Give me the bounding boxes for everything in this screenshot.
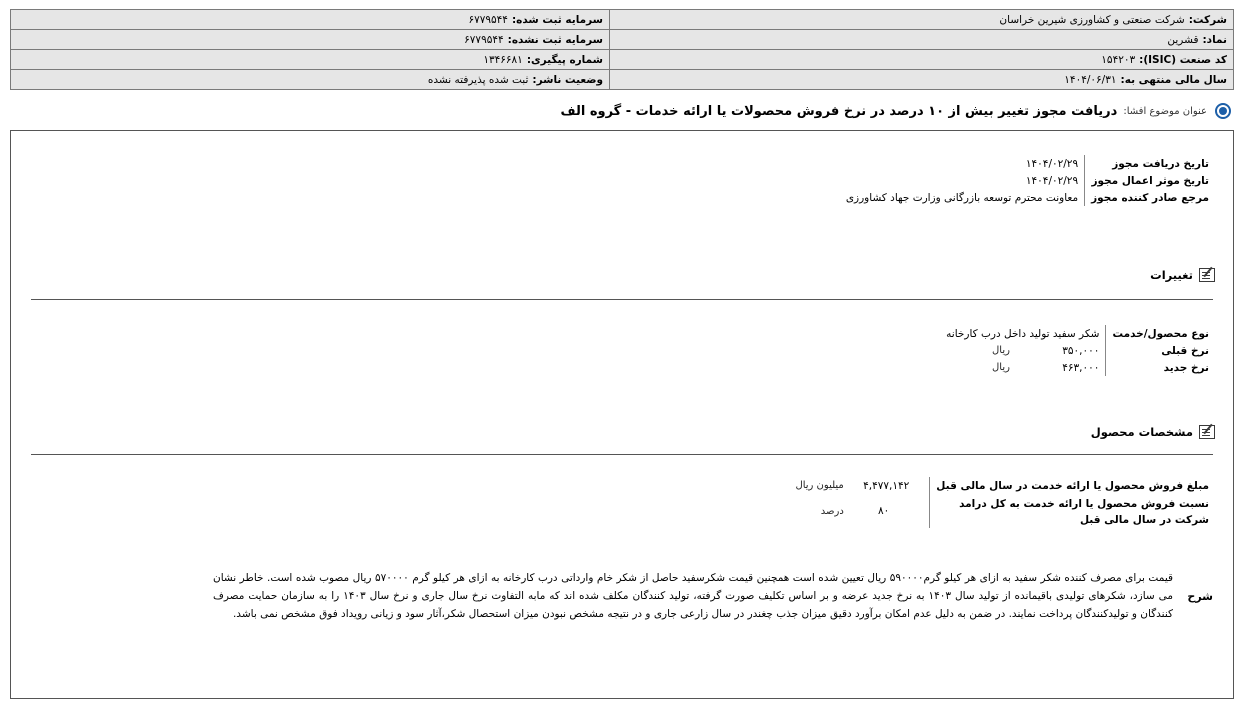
changes-info bbox=[940, 325, 1215, 376]
company-info-table bbox=[10, 9, 1234, 90]
isic-cell bbox=[610, 50, 1234, 70]
sales-label: مبلغ فروش محصول یا ارائه خدمت در سال مالی قبل bbox=[930, 477, 1215, 494]
company-value: شرکت صنعتی و کشاورزی شیرین خراسان bbox=[999, 13, 1185, 26]
company-cell bbox=[610, 10, 1234, 30]
tracking-cell bbox=[11, 50, 610, 70]
ratio-label: نسبت فروش محصول یا ارائه خدمت به کل درامد شرکت در سال مالی قبل bbox=[930, 494, 1215, 528]
tracking-value: ۱۳۴۶۶۸۱ bbox=[483, 53, 523, 66]
previous-rate-label: نرخ قبلی bbox=[1106, 342, 1215, 359]
symbol-value: قشرین bbox=[1167, 33, 1199, 46]
effective-date-value: ۱۴۰۴/۰۲/۲۹ bbox=[1025, 174, 1079, 187]
publisher-status-label: وضعیت ناشر: bbox=[532, 73, 603, 86]
new-rate-value: ۴۶۳,۰۰۰ bbox=[1062, 361, 1100, 374]
unregistered-capital-cell bbox=[11, 30, 610, 50]
disclosure-body bbox=[10, 130, 1234, 699]
product-title: مشخصات محصول bbox=[1090, 425, 1193, 439]
fiscal-year-cell bbox=[610, 70, 1234, 90]
ratio-unit: درصد bbox=[820, 505, 844, 517]
issuer-label: مرجع صادر کننده مجوز bbox=[1085, 189, 1215, 206]
sales-unit: میلیون ریال bbox=[795, 480, 844, 491]
changes-divider bbox=[31, 299, 1213, 300]
new-rate-label: نرخ جدید bbox=[1106, 359, 1215, 376]
symbol-cell bbox=[610, 30, 1234, 50]
symbol-label: نماد: bbox=[1202, 33, 1227, 46]
product-info bbox=[789, 477, 1215, 528]
effective-date-label: تاریخ موثر اعمال مجوز bbox=[1085, 172, 1215, 189]
license-info bbox=[840, 155, 1215, 206]
publisher-status-cell bbox=[11, 70, 610, 90]
registered-capital-value: ۶۷۷۹۵۴۴ bbox=[468, 13, 508, 26]
description-block bbox=[213, 569, 1213, 623]
previous-rate-unit: ریال bbox=[992, 345, 1010, 356]
description-text: قیمت برای مصرف کننده شکر سفید به ازای هر کیلو گرم۵۹۰۰۰۰ ریال تعیین شده است همچنین قیمت شکرسفید حاصل از شکر خام وارداتی درب کارخانه به ازای هر کیلو گرم ۵۷۰۰۰۰ ریال مصوب شده است. خاطر نشان می سازد، شکرهای تولیدی باقیمانده از تولید سال ۱۴۰۳ به نرخ جدید عرضه و بر اساس تکلیف صورت گرفته، تولید کنندگان مکلف شده اند که مابه التفاوت نرخ سال جاری و نرخ سال ۱۴۰۳ را به سازمان حمایت مصرف کنندگان و تولیدکنندگان پرداخت نمایند. در ضمن به دلیل عدم امکان برآورد دقیق میزان جذب چغندر در سال زارعی جاری و در نتیجه مشخص نبودن میزان استحصال شکر،آثار سود و زیانی رویداد فوق مشخص نمی باشد. bbox=[213, 572, 1174, 620]
changes-title: تغییرات bbox=[1150, 268, 1193, 282]
registered-capital-cell bbox=[11, 10, 610, 30]
registered-capital-label: سرمایه ثبت شده: bbox=[511, 13, 603, 26]
target-circle-icon bbox=[1213, 101, 1233, 121]
product-type-value: شکر سفید تولید داخل درب کارخانه bbox=[946, 327, 1100, 340]
sales-value: ۴,۴۷۷,۱۴۲ bbox=[863, 479, 910, 492]
subject-title: دریافت مجوز تغییر بیش از ۱۰ درصد در نرخ فروش محصولات یا ارائه خدمات - گروه الف bbox=[560, 103, 1118, 119]
company-label: شرکت: bbox=[1188, 13, 1227, 26]
disclosure-subject bbox=[560, 100, 1233, 122]
tracking-label: شماره پیگیری: bbox=[526, 53, 603, 66]
issuer-value: معاونت محترم توسعه بازرگانی وزارت جهاد کشاورزی bbox=[845, 191, 1079, 204]
fiscal-year-value: ۱۴۰۴/۰۶/۳۱ bbox=[1064, 73, 1117, 86]
isic-label: کد صنعت (ISIC): bbox=[1139, 53, 1227, 66]
subject-label: عنوان موضوع افشا: bbox=[1123, 105, 1207, 117]
isic-value: ۱۵۴۲۰۳ bbox=[1101, 53, 1136, 66]
changes-section-title bbox=[1150, 268, 1215, 282]
product-section-title bbox=[1091, 425, 1215, 439]
receive-date-label: تاریخ دریافت مجوز bbox=[1085, 155, 1215, 172]
product-type-label: نوع محصول/خدمت bbox=[1106, 325, 1215, 342]
fiscal-year-label: سال مالی منتهی به: bbox=[1120, 73, 1227, 86]
edit-note-icon bbox=[1199, 268, 1215, 282]
previous-rate-value: ۳۵۰,۰۰۰ bbox=[1062, 344, 1100, 357]
edit-note-icon bbox=[1199, 425, 1215, 439]
new-rate-unit: ریال bbox=[992, 362, 1010, 373]
unregistered-capital-value: ۶۷۷۹۵۴۴ bbox=[464, 33, 504, 46]
receive-date-value: ۱۴۰۴/۰۲/۲۹ bbox=[1025, 157, 1079, 170]
publisher-status-value: ثبت شده پذیرفته نشده bbox=[427, 73, 529, 86]
product-divider bbox=[31, 454, 1213, 455]
ratio-value: ۸۰ bbox=[878, 505, 890, 517]
unregistered-capital-label: سرمایه ثبت نشده: bbox=[507, 33, 603, 46]
description-label: شرح bbox=[1187, 589, 1213, 603]
